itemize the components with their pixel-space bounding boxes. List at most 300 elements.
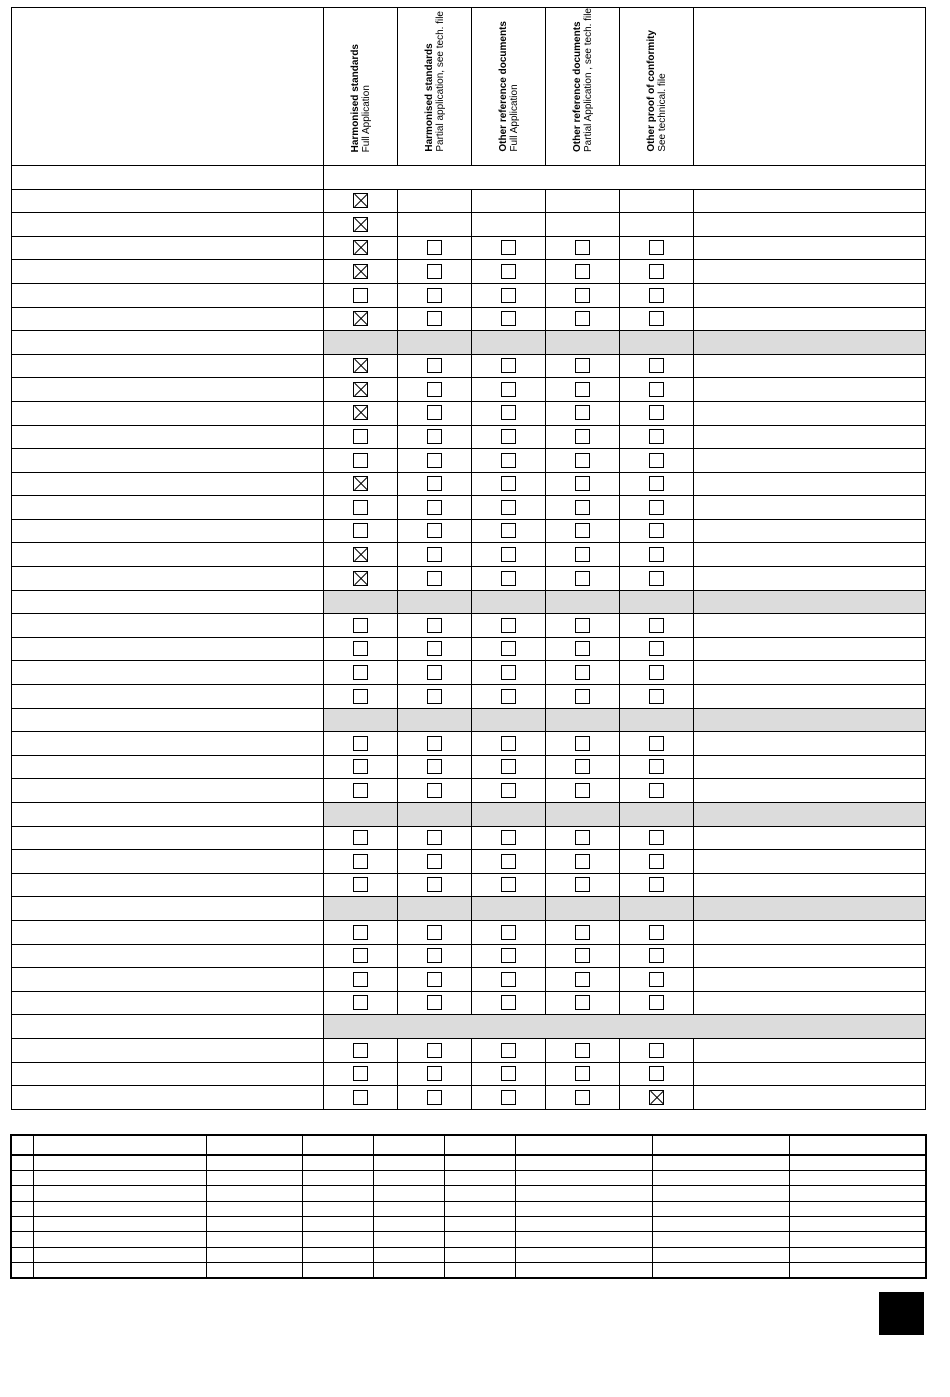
checkbox-cell — [546, 755, 620, 779]
checkbox-cell — [620, 968, 694, 992]
checkbox-empty[interactable] — [501, 429, 516, 444]
section-grey-cell — [620, 897, 694, 921]
checkbox-empty[interactable] — [353, 854, 368, 869]
checkbox-empty[interactable] — [649, 500, 664, 515]
checkbox-checked[interactable] — [649, 1090, 664, 1105]
checkbox-checked[interactable] — [353, 264, 368, 279]
checkbox-empty[interactable] — [353, 972, 368, 987]
checkbox-cell — [546, 944, 620, 968]
checkbox-empty[interactable] — [427, 877, 442, 892]
checkbox-empty[interactable] — [649, 1043, 664, 1058]
checkbox-empty[interactable] — [427, 429, 442, 444]
checkbox-empty[interactable] — [649, 877, 664, 892]
checkbox-empty[interactable] — [575, 641, 590, 656]
column-header-subtitle: Partial Application , see tech. file — [582, 8, 594, 152]
checkbox-empty[interactable] — [575, 311, 590, 326]
section-grey-cell — [546, 708, 620, 732]
requirement-row — [12, 378, 926, 402]
checkbox-cell — [324, 755, 398, 779]
revision-cell — [373, 1217, 444, 1232]
revision-cell — [652, 1155, 789, 1170]
revision-cell — [302, 1217, 373, 1232]
checkbox-empty[interactable] — [427, 830, 442, 845]
remarks-cell — [694, 236, 926, 260]
revision-cell — [515, 1217, 652, 1232]
checkbox-empty[interactable] — [353, 995, 368, 1010]
checkbox-empty[interactable] — [427, 476, 442, 491]
checkbox-cell — [472, 213, 546, 237]
checkbox-empty[interactable] — [501, 547, 516, 562]
section-grey-cell — [398, 331, 472, 355]
checkbox-empty[interactable] — [575, 948, 590, 963]
checkbox-empty[interactable] — [427, 972, 442, 987]
revision-cell — [444, 1170, 515, 1185]
checkbox-empty[interactable] — [501, 476, 516, 491]
requirement-row — [12, 637, 926, 661]
remarks-cell — [694, 1062, 926, 1086]
section-grey-cell — [324, 897, 398, 921]
checkbox-empty[interactable] — [353, 1066, 368, 1081]
checkbox-empty[interactable] — [649, 1066, 664, 1081]
checkbox-cell — [620, 732, 694, 756]
column-header-label — [646, 30, 668, 152]
checkbox-empty[interactable] — [649, 240, 664, 255]
checkbox-empty[interactable] — [501, 311, 516, 326]
checkbox-cell — [472, 260, 546, 284]
checkbox-cell — [324, 307, 398, 331]
checkbox-cell — [324, 260, 398, 284]
checkbox-empty[interactable] — [501, 288, 516, 303]
checkbox-empty[interactable] — [649, 547, 664, 562]
section-grey-cell — [694, 590, 926, 614]
checkbox-empty[interactable] — [501, 972, 516, 987]
column-header-1 — [324, 8, 398, 166]
checkbox-empty[interactable] — [649, 382, 664, 397]
checkbox-cell — [472, 236, 546, 260]
checkbox-empty[interactable] — [649, 429, 664, 444]
checkbox-cell — [546, 472, 620, 496]
checkbox-empty[interactable] — [501, 995, 516, 1010]
requirement-row — [12, 567, 926, 591]
remarks-cell — [694, 378, 926, 402]
revision-row — [11, 1247, 926, 1262]
checkbox-empty[interactable] — [575, 571, 590, 586]
checkbox-cell — [398, 543, 472, 567]
remarks-cell — [694, 685, 926, 709]
revision-cell — [11, 1263, 33, 1278]
checkbox-empty[interactable] — [575, 1090, 590, 1105]
checkbox-empty[interactable] — [501, 240, 516, 255]
requirement-label-cell — [12, 897, 324, 921]
checkbox-cell — [398, 472, 472, 496]
checkbox-empty[interactable] — [501, 382, 516, 397]
checkbox-empty[interactable] — [427, 358, 442, 373]
checkbox-cell — [546, 1038, 620, 1062]
requirement-row — [12, 260, 926, 284]
checkbox-cell — [398, 920, 472, 944]
checkbox-cell — [546, 449, 620, 473]
checkbox-empty[interactable] — [353, 523, 368, 538]
checkbox-cell — [620, 260, 694, 284]
section-grey-cell — [546, 803, 620, 827]
checkbox-cell — [620, 637, 694, 661]
remarks-cell — [694, 637, 926, 661]
checkbox-empty[interactable] — [649, 618, 664, 633]
checkbox-empty[interactable] — [427, 995, 442, 1010]
checkbox-empty[interactable] — [427, 453, 442, 468]
checkbox-cell — [546, 425, 620, 449]
checkbox-empty[interactable] — [501, 948, 516, 963]
checkbox-empty[interactable] — [649, 689, 664, 704]
requirement-label-cell — [12, 283, 324, 307]
checkbox-cell — [324, 779, 398, 803]
checkbox-empty[interactable] — [501, 523, 516, 538]
checkbox-empty[interactable] — [501, 358, 516, 373]
checkbox-empty[interactable] — [575, 1043, 590, 1058]
checkbox-empty[interactable] — [427, 1043, 442, 1058]
requirement-row — [12, 189, 926, 213]
checkbox-empty[interactable] — [427, 641, 442, 656]
checkbox-empty[interactable] — [649, 641, 664, 656]
checkbox-empty[interactable] — [427, 547, 442, 562]
checkbox-checked[interactable] — [353, 358, 368, 373]
checkbox-empty[interactable] — [501, 925, 516, 940]
requirement-label-cell — [12, 779, 324, 803]
checkbox-cell — [324, 213, 398, 237]
checkbox-empty[interactable] — [575, 288, 590, 303]
checkbox-empty[interactable] — [501, 571, 516, 586]
checkbox-cell — [324, 1062, 398, 1086]
checkbox-empty[interactable] — [649, 405, 664, 420]
checkbox-empty[interactable] — [353, 948, 368, 963]
checkbox-empty[interactable] — [649, 665, 664, 680]
checkbox-empty[interactable] — [575, 240, 590, 255]
checkbox-empty[interactable] — [353, 1090, 368, 1105]
checkbox-empty[interactable] — [649, 854, 664, 869]
checkbox-cell — [546, 873, 620, 897]
requirement-row — [12, 779, 926, 803]
revision-cell — [444, 1263, 515, 1278]
checkbox-empty[interactable] — [649, 453, 664, 468]
checkbox-empty[interactable] — [649, 995, 664, 1010]
checkbox-empty[interactable] — [353, 736, 368, 751]
checkbox-empty[interactable] — [575, 547, 590, 562]
checkbox-cell — [398, 1038, 472, 1062]
checkbox-empty[interactable] — [353, 429, 368, 444]
checkbox-empty[interactable] — [501, 1090, 516, 1105]
checkbox-empty[interactable] — [649, 736, 664, 751]
revision-cell — [206, 1135, 302, 1155]
checkbox-cell — [546, 189, 620, 213]
checkbox-cell — [620, 496, 694, 520]
remarks-cell — [694, 449, 926, 473]
checkbox-cell — [398, 991, 472, 1015]
checkbox-empty[interactable] — [427, 405, 442, 420]
checkbox-cell — [398, 637, 472, 661]
requirement-row — [12, 236, 926, 260]
checkbox-empty[interactable] — [501, 830, 516, 845]
checkbox-empty[interactable] — [353, 1043, 368, 1058]
checkbox-empty[interactable] — [353, 453, 368, 468]
checkbox-checked[interactable] — [353, 193, 368, 208]
checkbox-checked[interactable] — [353, 476, 368, 491]
checkbox-cell — [546, 920, 620, 944]
checkbox-cell — [472, 637, 546, 661]
checkbox-empty[interactable] — [353, 689, 368, 704]
checkbox-cell — [472, 1086, 546, 1110]
requirement-label-cell — [12, 1038, 324, 1062]
checkbox-empty[interactable] — [353, 500, 368, 515]
checkbox-empty[interactable] — [427, 948, 442, 963]
checkbox-empty[interactable] — [501, 736, 516, 751]
checkbox-empty[interactable] — [501, 453, 516, 468]
checkbox-empty[interactable] — [649, 783, 664, 798]
remarks-cell — [694, 991, 926, 1015]
checkbox-empty[interactable] — [501, 783, 516, 798]
checkbox-cell — [324, 283, 398, 307]
requirement-row — [12, 991, 926, 1015]
revision-cell — [373, 1135, 444, 1155]
requirement-label-cell — [12, 637, 324, 661]
revision-cell — [789, 1247, 926, 1262]
revision-cell — [652, 1201, 789, 1216]
checkbox-empty[interactable] — [353, 665, 368, 680]
checkbox-empty[interactable] — [501, 877, 516, 892]
requirement-row — [12, 755, 926, 779]
requirement-label-cell — [12, 661, 324, 685]
checkbox-checked[interactable] — [353, 240, 368, 255]
requirement-row — [12, 213, 926, 237]
checkbox-empty[interactable] — [353, 759, 368, 774]
checkbox-checked[interactable] — [353, 311, 368, 326]
section-grey-cell — [546, 331, 620, 355]
checkbox-empty[interactable] — [427, 264, 442, 279]
revision-cell — [33, 1155, 206, 1170]
checkbox-cell — [324, 236, 398, 260]
checkbox-cell — [620, 661, 694, 685]
checkbox-cell — [546, 991, 620, 1015]
checkbox-empty[interactable] — [353, 783, 368, 798]
checkbox-empty[interactable] — [501, 759, 516, 774]
requirement-row — [12, 354, 926, 378]
checkbox-cell — [398, 826, 472, 850]
checkbox-empty[interactable] — [575, 995, 590, 1010]
checkbox-empty[interactable] — [501, 618, 516, 633]
checkbox-cell — [398, 614, 472, 638]
checkbox-empty[interactable] — [649, 264, 664, 279]
checkbox-cell — [472, 661, 546, 685]
checkbox-empty[interactable] — [353, 618, 368, 633]
requirement-label-cell — [12, 803, 324, 827]
section-row — [12, 708, 926, 732]
requirement-row — [12, 873, 926, 897]
checkbox-empty[interactable] — [353, 925, 368, 940]
section-row — [12, 331, 926, 355]
checkbox-cell — [620, 944, 694, 968]
checkbox-empty[interactable] — [501, 665, 516, 680]
checkbox-cell — [472, 354, 546, 378]
checkbox-empty[interactable] — [575, 405, 590, 420]
checkbox-cell — [324, 378, 398, 402]
checkbox-empty[interactable] — [575, 358, 590, 373]
requirement-row — [12, 165, 926, 189]
checkbox-empty[interactable] — [649, 925, 664, 940]
checkbox-cell — [398, 354, 472, 378]
checkbox-empty[interactable] — [575, 854, 590, 869]
checkbox-cell — [620, 213, 694, 237]
checkbox-empty[interactable] — [649, 571, 664, 586]
checkbox-empty[interactable] — [501, 264, 516, 279]
requirement-row — [12, 1038, 926, 1062]
checkbox-empty[interactable] — [575, 523, 590, 538]
checkbox-empty[interactable] — [649, 311, 664, 326]
checkbox-cell — [620, 1038, 694, 1062]
revision-cell — [444, 1247, 515, 1262]
checkbox-empty[interactable] — [575, 453, 590, 468]
section-grey-cell — [694, 708, 926, 732]
checkbox-empty[interactable] — [427, 665, 442, 680]
checkbox-cell — [324, 826, 398, 850]
checkbox-empty[interactable] — [649, 358, 664, 373]
section-grey-cell — [546, 590, 620, 614]
checkbox-empty[interactable] — [501, 854, 516, 869]
checkbox-checked[interactable] — [353, 405, 368, 420]
revision-cell — [789, 1263, 926, 1278]
checkbox-cell — [398, 873, 472, 897]
checkbox-cell — [546, 661, 620, 685]
checkbox-cell — [324, 614, 398, 638]
remarks-cell — [694, 732, 926, 756]
checkbox-empty[interactable] — [575, 665, 590, 680]
checkbox-empty[interactable] — [353, 288, 368, 303]
checkbox-cell — [620, 543, 694, 567]
checkbox-empty[interactable] — [427, 925, 442, 940]
checkbox-empty[interactable] — [501, 641, 516, 656]
checkbox-empty[interactable] — [649, 830, 664, 845]
checkbox-empty[interactable] — [427, 500, 442, 515]
checkbox-cell — [398, 850, 472, 874]
checkbox-empty[interactable] — [575, 877, 590, 892]
checkbox-empty[interactable] — [427, 1066, 442, 1081]
checkbox-empty[interactable] — [353, 877, 368, 892]
requirement-label-cell — [12, 213, 324, 237]
checkbox-empty[interactable] — [427, 523, 442, 538]
checkbox-empty[interactable] — [575, 925, 590, 940]
requirement-label-cell — [12, 614, 324, 638]
checkbox-empty[interactable] — [427, 382, 442, 397]
checkbox-empty[interactable] — [427, 311, 442, 326]
checkbox-empty[interactable] — [575, 476, 590, 491]
checkbox-empty[interactable] — [575, 830, 590, 845]
section-grey-cell — [472, 590, 546, 614]
checkbox-empty[interactable] — [649, 523, 664, 538]
section-grey-cell — [694, 897, 926, 921]
checkbox-empty[interactable] — [501, 500, 516, 515]
checkbox-empty[interactable] — [575, 783, 590, 798]
section-grey-cell — [620, 590, 694, 614]
remarks-cell — [694, 519, 926, 543]
remarks-cell — [694, 307, 926, 331]
revision-cell — [789, 1232, 926, 1247]
checkbox-empty[interactable] — [575, 972, 590, 987]
checkbox-empty[interactable] — [575, 500, 590, 515]
checkbox-empty[interactable] — [575, 618, 590, 633]
checkbox-empty[interactable] — [575, 736, 590, 751]
requirement-row — [12, 614, 926, 638]
remarks-cell — [694, 1086, 926, 1110]
checkbox-empty[interactable] — [427, 1090, 442, 1105]
checkbox-empty[interactable] — [649, 948, 664, 963]
checkbox-empty[interactable] — [575, 264, 590, 279]
column-header-subtitle: Partial application, see tech. file — [434, 11, 446, 152]
checkbox-empty[interactable] — [427, 736, 442, 751]
revision-cell — [515, 1186, 652, 1201]
checkbox-empty[interactable] — [649, 759, 664, 774]
checkbox-empty[interactable] — [649, 972, 664, 987]
checkbox-checked[interactable] — [353, 547, 368, 562]
checkbox-empty[interactable] — [575, 429, 590, 444]
requirement-label-cell — [12, 354, 324, 378]
checkbox-empty[interactable] — [427, 571, 442, 586]
checkbox-cell — [620, 425, 694, 449]
requirement-label-cell — [12, 260, 324, 284]
revision-cell — [515, 1247, 652, 1262]
checkbox-empty[interactable] — [427, 783, 442, 798]
remarks-cell — [694, 567, 926, 591]
revision-cell — [302, 1232, 373, 1247]
checkbox-empty[interactable] — [649, 288, 664, 303]
checkbox-empty[interactable] — [575, 689, 590, 704]
checkbox-empty[interactable] — [649, 476, 664, 491]
checkbox-checked[interactable] — [353, 382, 368, 397]
requirement-row — [12, 920, 926, 944]
section-grey-cell — [472, 708, 546, 732]
checkbox-checked[interactable] — [353, 571, 368, 586]
checkbox-cell — [546, 1086, 620, 1110]
checkbox-empty[interactable] — [353, 641, 368, 656]
checkbox-cell — [472, 401, 546, 425]
checkbox-empty[interactable] — [427, 288, 442, 303]
checkbox-empty[interactable] — [501, 1043, 516, 1058]
checkbox-empty[interactable] — [427, 689, 442, 704]
checkbox-empty[interactable] — [427, 854, 442, 869]
revision-cell — [11, 1232, 33, 1247]
revision-cell — [515, 1263, 652, 1278]
checkbox-cell — [620, 991, 694, 1015]
checkbox-cell — [546, 496, 620, 520]
checkbox-cell — [324, 496, 398, 520]
revision-row — [11, 1170, 926, 1185]
checkbox-empty[interactable] — [427, 618, 442, 633]
checkbox-cell — [324, 991, 398, 1015]
checkbox-empty[interactable] — [501, 1066, 516, 1081]
checkbox-empty[interactable] — [501, 689, 516, 704]
checkbox-empty[interactable] — [575, 759, 590, 774]
checkbox-empty[interactable] — [501, 405, 516, 420]
revision-cell — [444, 1186, 515, 1201]
checkbox-empty[interactable] — [427, 759, 442, 774]
checkbox-cell — [472, 425, 546, 449]
checkbox-empty[interactable] — [427, 240, 442, 255]
remarks-cell — [694, 543, 926, 567]
checkbox-empty[interactable] — [353, 830, 368, 845]
requirement-label-cell — [12, 567, 324, 591]
requirement-label-cell — [12, 331, 324, 355]
checkbox-checked[interactable] — [353, 217, 368, 232]
checkbox-empty[interactable] — [575, 382, 590, 397]
checkbox-empty[interactable] — [575, 1066, 590, 1081]
checkbox-cell — [472, 189, 546, 213]
